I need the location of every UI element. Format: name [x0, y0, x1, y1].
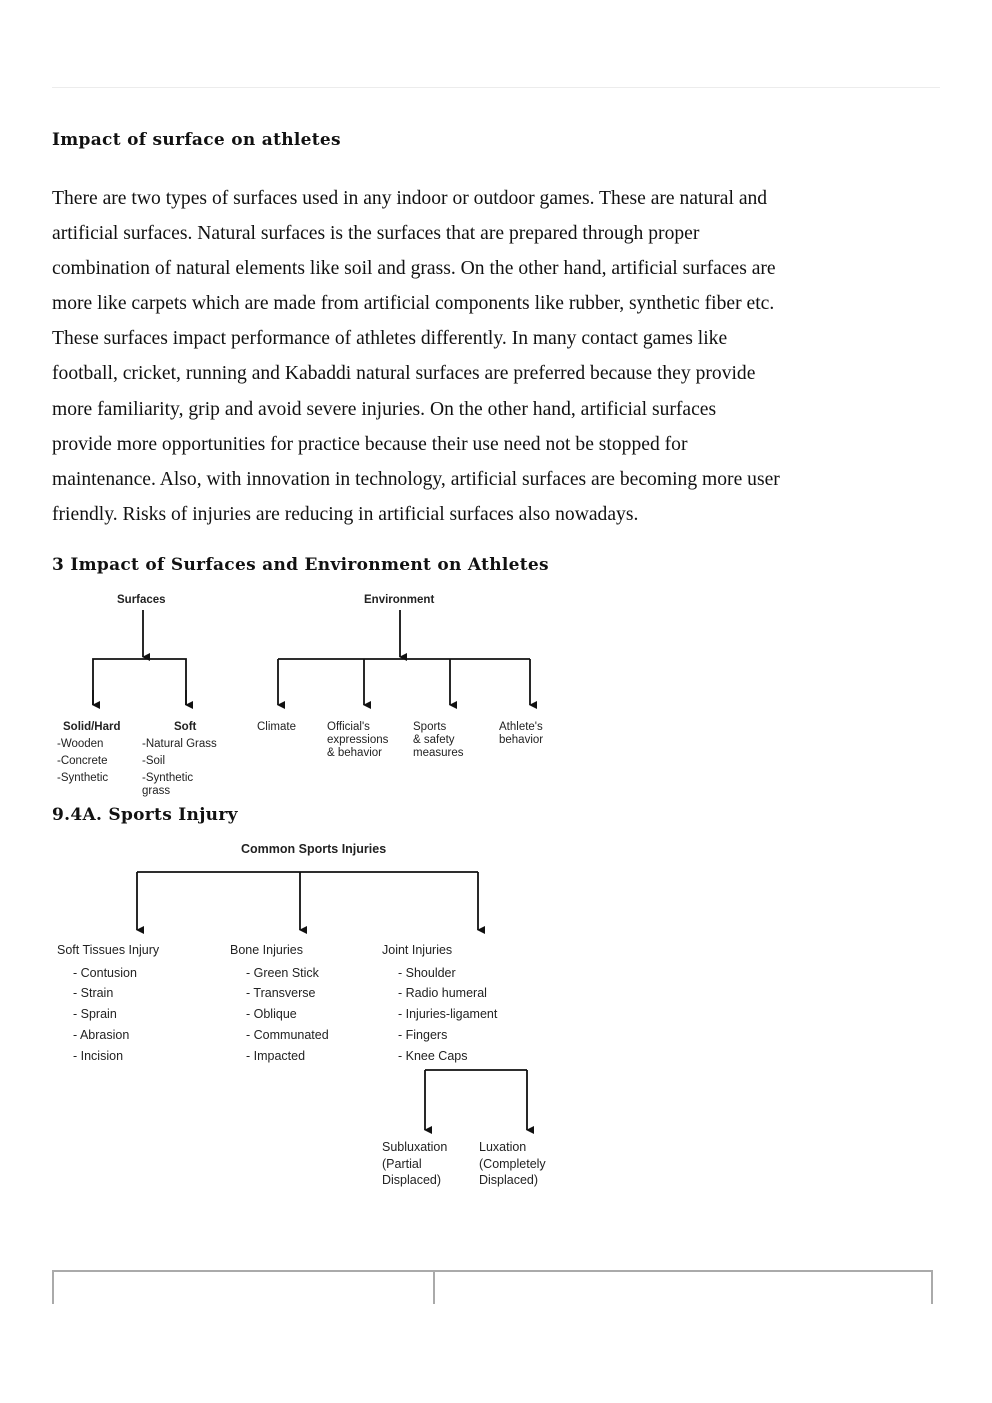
- soft-tissue-group: [57, 942, 159, 1066]
- environment-item-athlete-behavior: [499, 721, 543, 747]
- paragraph-line: more like carpets which are made from artificial components like rubber, synthetic fiber etc.: [52, 293, 775, 315]
- paragraph-line: more familiarity, grip and avoid severe injuries. On the other hand, artificial surfaces: [52, 398, 717, 420]
- paragraph-line: There are two types of surfaces used in any indoor or outdoor games. These are natural and: [52, 188, 768, 209]
- node-line: (Completely: [479, 1156, 546, 1171]
- injury-item: - Contusion: [73, 965, 137, 980]
- section-heading-sports-injury: 9.4A. Sports Injury: [52, 805, 238, 825]
- bottom-table-frame: [52, 1270, 933, 1304]
- paragraph-line: friendly. Risks of injuries are reducing in artificial surfaces also nowadays.: [52, 503, 639, 525]
- injury-item: - Communated: [246, 1027, 329, 1042]
- bone-injuries-group: [230, 942, 329, 1066]
- group-title: Bone Injuries: [230, 943, 303, 957]
- node-line: Luxation: [479, 1140, 527, 1154]
- luxation-node: [479, 1139, 546, 1189]
- node-line: Official's: [327, 721, 370, 733]
- surface-item: grass: [142, 785, 171, 797]
- group-title: Soft Tissues Injury: [57, 943, 160, 957]
- surface-item: -Synthetic: [142, 772, 194, 784]
- group-title: Joint Injuries: [382, 943, 453, 957]
- injury-item: - Injuries-ligament: [398, 1007, 498, 1022]
- injury-item: - Fingers: [398, 1027, 448, 1042]
- section-heading-surfaces-environment: 3 Impact of Surfaces and Environment on Athletes: [52, 555, 549, 575]
- node-line: behavior: [499, 734, 544, 746]
- node-line: Subluxation: [382, 1140, 448, 1154]
- surfaces-node: Surfaces: [117, 594, 166, 606]
- node-line: (Partial: [382, 1156, 422, 1171]
- injury-item: - Impacted: [246, 1048, 306, 1063]
- paragraph-line: provide more opportunities for practice because their use need not be stopped for: [52, 433, 688, 455]
- surface-item: -Concrete: [57, 755, 108, 767]
- node-line: Displaced): [382, 1173, 442, 1187]
- surface-item: -Soil: [142, 755, 166, 767]
- injury-item: - Green Stick: [246, 965, 319, 980]
- paragraph-line: combination of natural elements like soil and grass. On the other hand, artificial surfaces are: [52, 258, 776, 280]
- environment-node: Environment: [364, 594, 435, 606]
- table-border: [433, 1272, 435, 1304]
- node-line: measures: [413, 747, 464, 759]
- common-injuries-node: Common Sports Injuries: [241, 842, 387, 856]
- solid-hard-node: Solid/Hard: [63, 721, 121, 733]
- environment-item-sports-safety: [413, 721, 464, 760]
- injury-item: - Abrasion: [73, 1027, 130, 1042]
- joint-injuries-group: [382, 942, 497, 1066]
- node-line: Displaced): [479, 1173, 539, 1187]
- soft-node: Soft: [174, 721, 197, 733]
- section-heading-surface-impact: Impact of surface on athletes: [52, 130, 341, 150]
- injury-item: - Strain: [73, 986, 114, 1001]
- injury-item: - Transverse: [246, 986, 316, 1001]
- environment-item-climate: Climate: [257, 721, 296, 733]
- subluxation-node: [382, 1139, 447, 1189]
- paragraph-line: maintenance. Also, with innovation in technology, artificial surfaces are becoming more user: [52, 468, 780, 490]
- paragraph-line: artificial surfaces. Natural surfaces is the surfaces that are prepared through proper: [52, 223, 700, 245]
- injury-item: - Oblique: [246, 1007, 297, 1022]
- table-border: [52, 1272, 54, 1304]
- table-border: [931, 1272, 933, 1304]
- injury-item: - Shoulder: [398, 965, 456, 980]
- paragraph-line: football, cricket, running and Kabaddi natural surfaces are preferred because they provide: [52, 363, 756, 385]
- injury-item: - Incision: [73, 1048, 124, 1063]
- surface-item: -Synthetic: [57, 772, 109, 784]
- node-line: Sports: [413, 721, 447, 733]
- surface-item: -Wooden: [57, 738, 104, 750]
- paragraph-line: These surfaces impact performance of athletes differently. In many contact games like: [52, 328, 728, 350]
- injury-item: - Sprain: [73, 1007, 117, 1022]
- injury-item: - Knee Caps: [398, 1048, 468, 1063]
- injury-item: - Radio humeral: [398, 986, 487, 1001]
- environment-item-officials: [327, 721, 388, 760]
- node-line: expressions: [327, 734, 389, 746]
- node-line: Athlete's: [499, 721, 543, 733]
- node-line: & behavior: [327, 747, 382, 759]
- surface-item: -Natural Grass: [142, 738, 217, 750]
- node-line: & safety: [413, 734, 455, 746]
